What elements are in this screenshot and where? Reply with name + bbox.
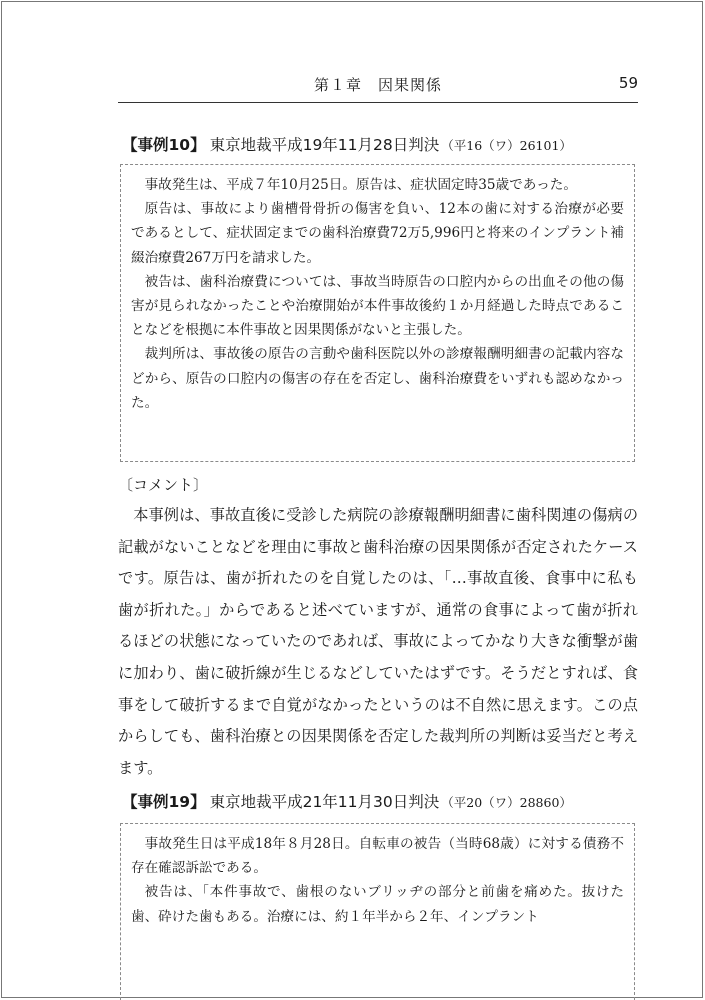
chapter-title: 第１章 因果関係 <box>314 76 443 94</box>
case-10-paragraph: 事故発生は、平成７年10月25日。原告は、症状固定時35歳であった。 <box>144 177 577 193</box>
page-number: 59 <box>618 74 638 92</box>
case-10-court: 東京地裁平成19年11月28日判決 <box>209 136 440 154</box>
case-19-heading <box>122 790 572 812</box>
case-10-paragraph: 原告は、事故により歯槽骨骨折の傷害を負い、12本の歯に対する治療が必要であるとして、症状固定までの歯科治療費72万5,996円と将来のインプラント補綴治療費267万円を請求した。 <box>131 201 624 266</box>
case-10-docket: （平16（ワ）26101） <box>441 138 572 153</box>
case-19-court: 東京地裁平成21年11月30日判決 <box>209 793 440 811</box>
case-10-box <box>120 164 635 462</box>
running-header <box>118 72 638 103</box>
case-10-heading <box>122 133 572 155</box>
comment-body: 本事例は、事故直後に受診した病院の診療報酬明細書に歯科関連の傷病の記載がないことなどを理由に事故と歯科治療の因果関係が否定されたケースです。原告は、歯が折れたのを自覚したのは、「…事故直後、食事中に私も歯が折れた。」からであると述べていますが、通常の食事によって歯が折れるほどの状態になっていたのであれば、事故によってかなり大きな衝撃が歯に加わり、歯に破折線が生じるなどしていたはずです。そうだとすれば、食事をして破折するまで自覚がなかったというのは不自然に思えます。この点からしても、歯科治療との因果関係を否定した裁判所の判断は妥当だと考えます。 <box>118 506 638 777</box>
case-19-docket: （平20（ワ）28860） <box>441 795 572 810</box>
case-10-number: 【事例10】 <box>122 136 206 154</box>
case-10-paragraph: 被告は、歯科治療費については、事故当時原告の口腔内からの出血その他の傷害が見られなかったことや治療開始が本件事故後約１か月経過した時点であることなどを根拠に本件事故と因果関係がないと主張した。 <box>131 273 624 339</box>
case-19-paragraph: 事故発生日は平成18年８月28日。自転車の被告（当時68歳）に対する債務不存在確認訴訟である。 <box>131 836 624 877</box>
case-10-paragraph: 裁判所は、事故後の原告の言動や歯科医院以外の診療報酬明細書の記載内容などから、原告の口腔内の傷害の存在を否定し、歯科治療費をいずれも認めなかった。 <box>131 346 624 411</box>
case-19-paragraph: 被告は、「本件事故で、歯根のないブリッヂの部分と前歯を痛めた。抜けた歯、砕けた歯もある。治療には、約１年半から２年、インプラント <box>131 884 624 925</box>
case-19-number: 【事例19】 <box>122 793 206 811</box>
case-19-box <box>120 823 635 1000</box>
comment-label: 〔コメント〕 <box>118 476 209 494</box>
